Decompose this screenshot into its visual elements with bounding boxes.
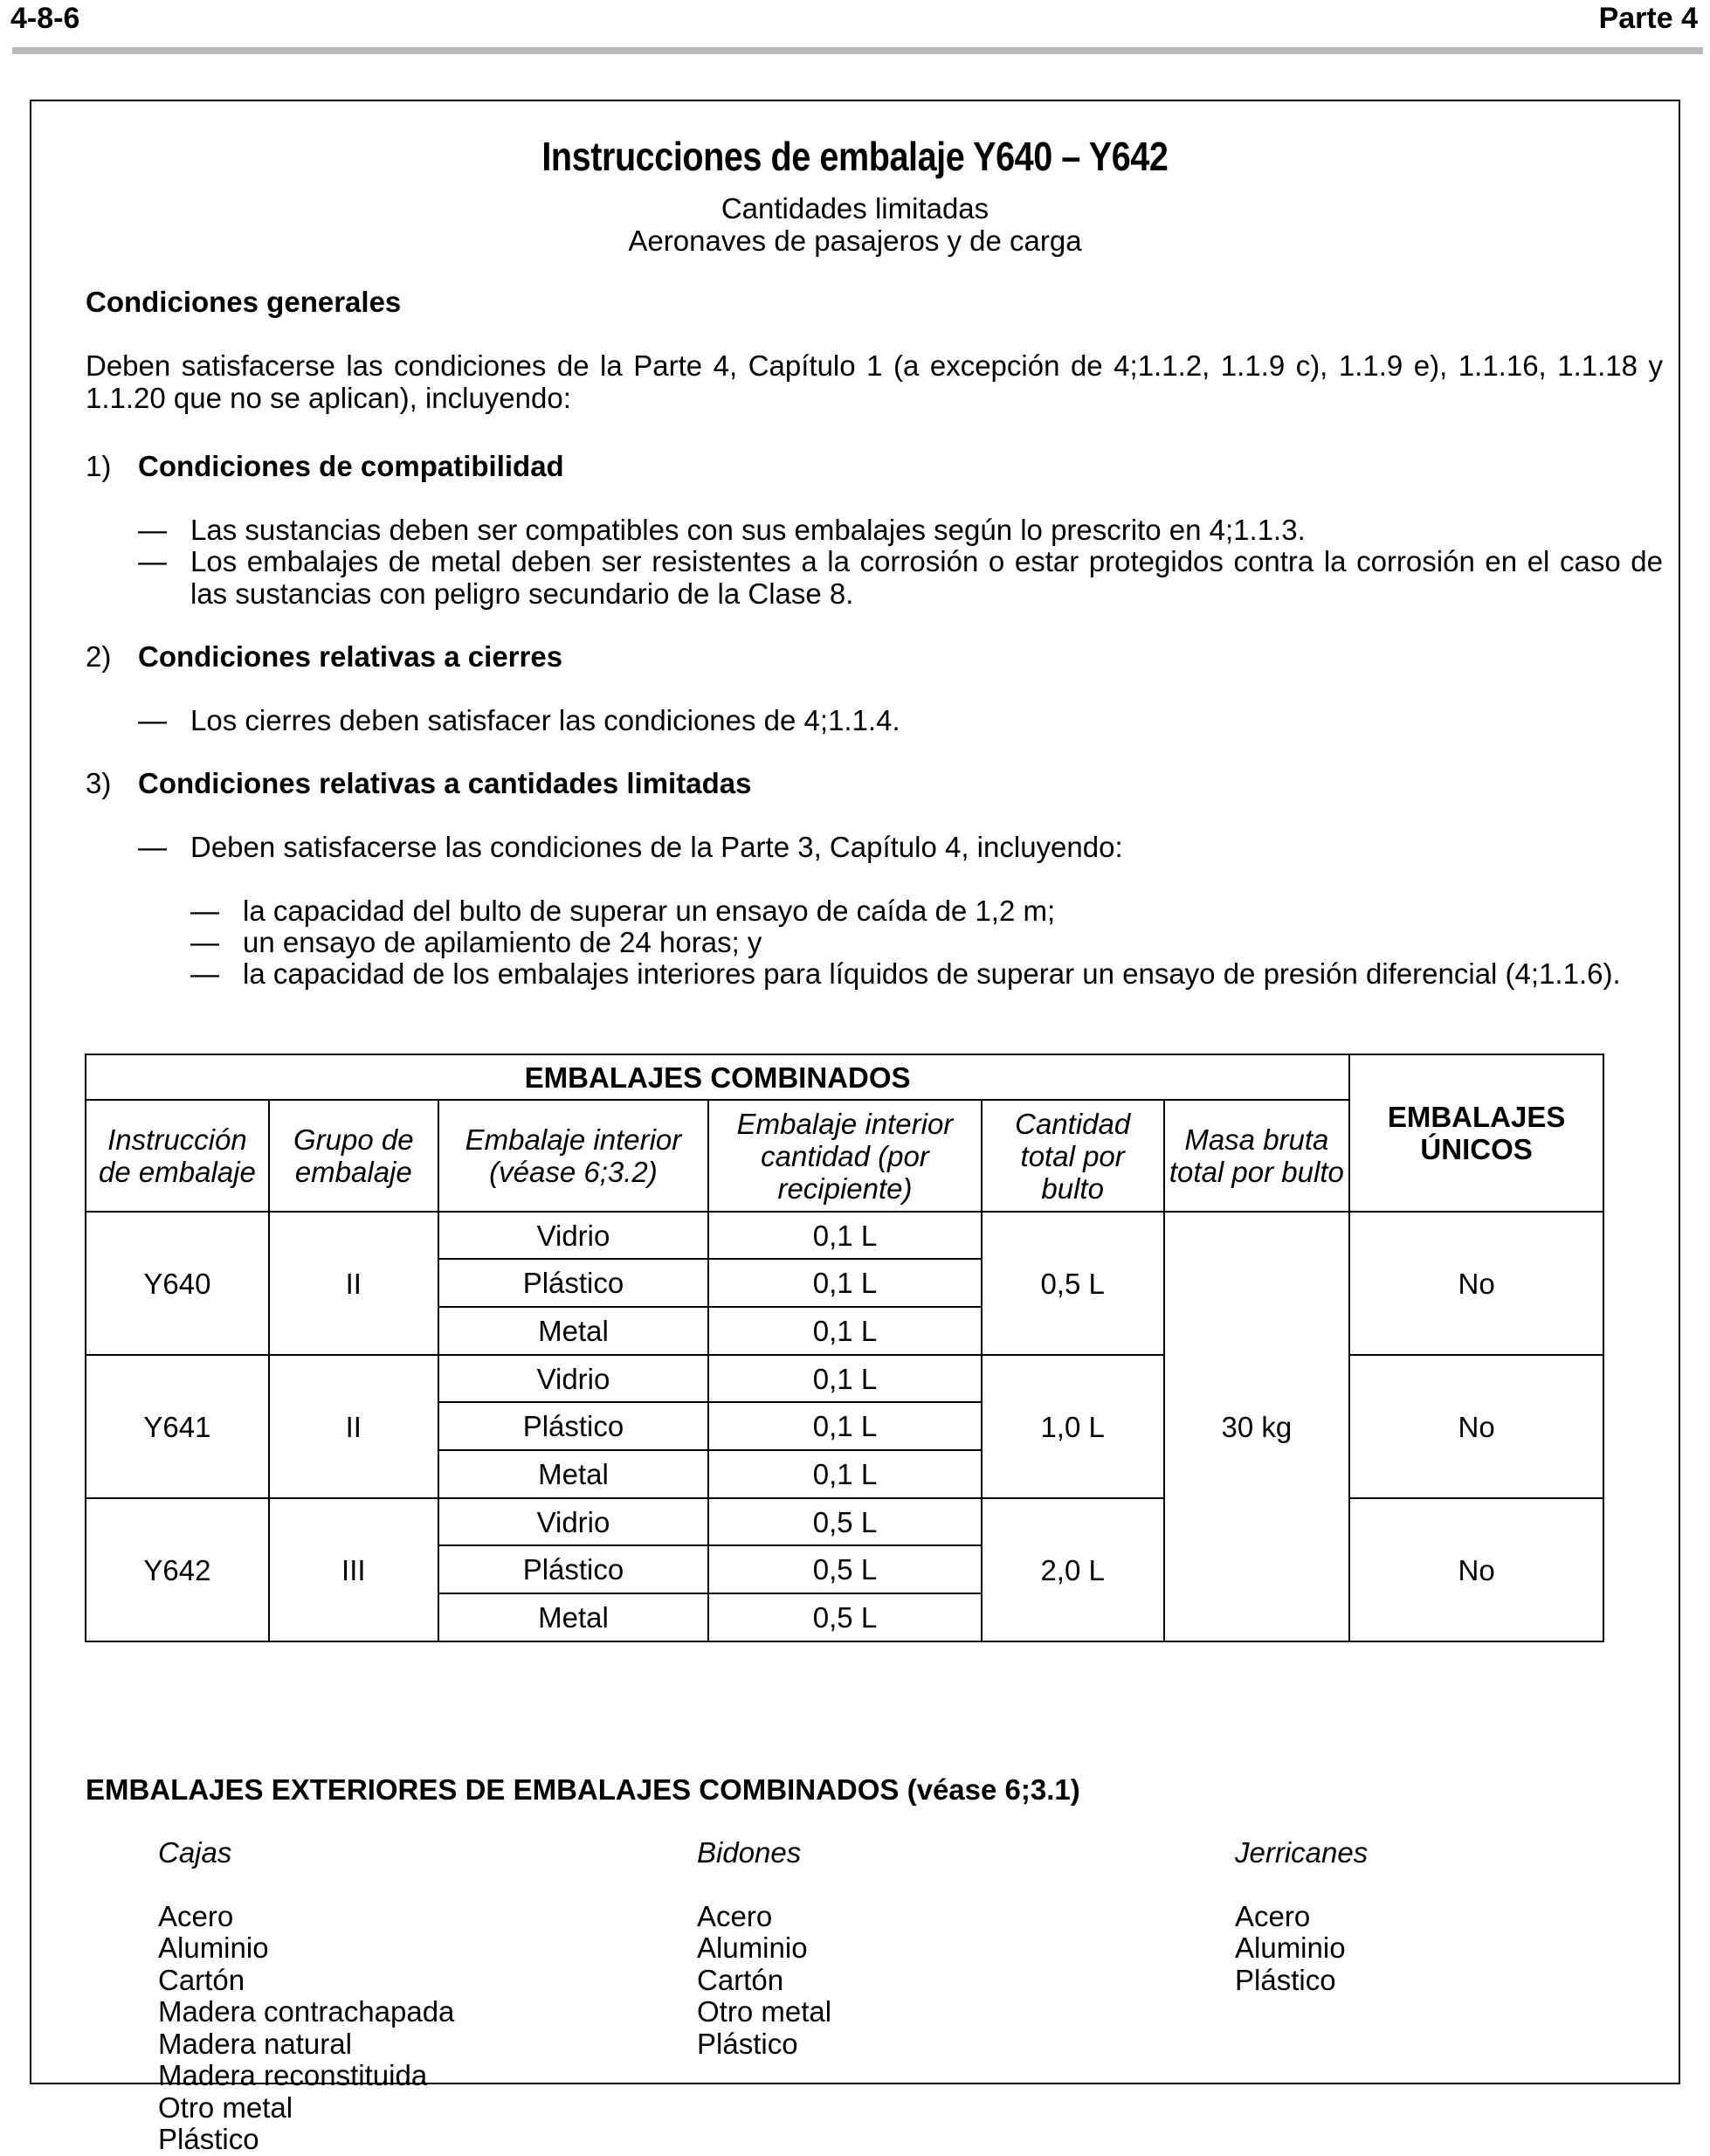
single-cell: No bbox=[1349, 1212, 1603, 1355]
table-row bbox=[86, 1212, 1603, 1259]
inner-material-cell: Plástico bbox=[438, 1259, 709, 1307]
combined-header: EMBALAJES COMBINADOS bbox=[86, 1054, 1349, 1100]
inner-qty-cell: 0,5 L bbox=[708, 1545, 982, 1593]
section-1-number: 1) bbox=[86, 450, 112, 482]
table-row bbox=[86, 1355, 1603, 1402]
outer-column-jerricans bbox=[1235, 1837, 1368, 1996]
list-item: Aluminio bbox=[1235, 1931, 1346, 1964]
list-item: Aluminio bbox=[158, 1931, 269, 1964]
outer-column-drums bbox=[697, 1837, 831, 2060]
section-1-heading: Condiciones de compatibilidad bbox=[138, 450, 564, 482]
section-3-item-1: Deben satisfacerse las condiciones de la Parte 3, Capítulo 4, incluyendo: bbox=[190, 831, 1123, 863]
section-1-item-2: Los embalajes de metal deben ser resistentes a la corrosión o estar protegidos contra la corrosión en el caso de las sustancias con peligro secundario de la Clase 8. bbox=[190, 545, 1663, 610]
group-cell: II bbox=[269, 1212, 438, 1355]
instr-header: Instrucción de embalaje bbox=[86, 1100, 269, 1212]
single-cell: No bbox=[1349, 1498, 1603, 1641]
page-header bbox=[7, 0, 1703, 40]
section-2-item-1: Los cierres deben satisfacer las condiciones de 4;1.1.4. bbox=[190, 704, 900, 736]
packing-table bbox=[85, 1054, 1604, 1642]
list-item: Aluminio bbox=[697, 1931, 808, 1964]
list-item: Acero bbox=[697, 1899, 773, 1932]
section-2-number: 2) bbox=[86, 640, 112, 673]
general-heading: Condiciones generales bbox=[86, 286, 402, 318]
section-1-item-1: Las sustancias deben ser compatibles con sus embalajes según lo prescrito en 4;1.1.3. bbox=[190, 514, 1306, 546]
section-3-heading: Condiciones relativas a cantidades limitadas bbox=[138, 767, 752, 799]
title-block bbox=[31, 133, 1679, 257]
instr-cell: Y641 bbox=[86, 1355, 269, 1498]
inner-qty-cell: 0,1 L bbox=[708, 1355, 982, 1402]
inner-material-cell: Vidrio bbox=[438, 1355, 709, 1402]
outer-column-title: Jerricanes bbox=[1235, 1836, 1369, 1869]
section-3-subitem-1: la capacidad del bulto de superar un ensayo de caída de 1,2 m; bbox=[243, 895, 1056, 927]
dash-marker: — bbox=[138, 514, 167, 546]
dash-marker: — bbox=[190, 895, 219, 927]
outer-column-boxes bbox=[158, 1837, 454, 2156]
total-qty-cell: 1,0 L bbox=[982, 1355, 1164, 1498]
page-number: 4-8-6 bbox=[10, 2, 80, 35]
list-item: Otro metal bbox=[158, 2090, 293, 2124]
dash-marker: — bbox=[138, 831, 167, 863]
list-item: Acero bbox=[158, 1899, 234, 1932]
section-3-subitem-3: la capacidad de los embalajes interiores para líquidos de superar un ensayo de presión diferencial (4;1.1.6). bbox=[243, 957, 1621, 990]
outer-heading: EMBALAJES EXTERIORES DE EMBALAJES COMBINADOS (véase 6;3.1) bbox=[86, 1773, 1080, 1806]
outer-column-title: Cajas bbox=[158, 1836, 232, 1869]
outer-column-title: Bidones bbox=[697, 1836, 802, 1869]
list-item: Cartón bbox=[158, 1963, 245, 1996]
section-3-number: 3) bbox=[86, 767, 112, 799]
list-item: Plástico bbox=[1235, 1963, 1336, 1996]
list-item: Madera contrachapada bbox=[158, 1995, 455, 2028]
section-2-heading: Condiciones relativas a cierres bbox=[138, 640, 563, 673]
list-item: Madera reconstituida bbox=[158, 2059, 428, 2091]
total-qty-cell: 0,5 L bbox=[982, 1212, 1164, 1355]
subtitle-aircraft: Aeronaves de pasajeros y de carga bbox=[628, 225, 1082, 257]
section-3-subitem-2: un ensayo de apilamiento de 24 horas; y bbox=[243, 926, 762, 958]
instruction-frame bbox=[30, 100, 1680, 2155]
inner-qty-cell: 0,1 L bbox=[708, 1307, 982, 1355]
list-item: Plástico bbox=[697, 2027, 798, 2060]
dash-marker: — bbox=[138, 704, 167, 736]
inner-qty-cell: 0,1 L bbox=[708, 1212, 982, 1259]
page-title: Instrucciones de embalaje Y640 – Y642 bbox=[541, 134, 1169, 179]
general-intro: Deben satisfacerse las condiciones de la Parte 4, Capítulo 1 (a excepción de 4;1.1.2, 1.1.9 c), 1.1.9 e), 1.1.16, 1.1.18 y 1.1.20 que no se aplican), incluyendo: bbox=[86, 349, 1663, 414]
instr-cell: Y642 bbox=[86, 1498, 269, 1641]
inner-material-cell: Vidrio bbox=[438, 1212, 709, 1259]
inner-material-cell: Metal bbox=[438, 1593, 709, 1641]
instr-cell: Y640 bbox=[86, 1212, 269, 1355]
inner-qty-cell: 0,5 L bbox=[708, 1593, 982, 1641]
inner-material-cell: Metal bbox=[438, 1307, 709, 1355]
inner-qty-cell: 0,5 L bbox=[708, 1498, 982, 1545]
inner-material-cell: Plástico bbox=[438, 1402, 709, 1450]
inner-material-cell: Metal bbox=[438, 1450, 709, 1498]
list-item: Acero bbox=[1235, 1899, 1311, 1932]
inner-qty-cell: 0,1 L bbox=[708, 1450, 982, 1498]
single-cell: No bbox=[1349, 1355, 1603, 1498]
subtitle-quantities: Cantidades limitadas bbox=[721, 192, 989, 225]
dash-marker: — bbox=[138, 545, 167, 577]
group-header: Grupo de embalaje bbox=[269, 1100, 438, 1212]
gross-mass-header: Masa bruta total por bulto bbox=[1164, 1100, 1350, 1212]
inner-header: Embalaje interior (véase 6;3.2) bbox=[438, 1100, 709, 1212]
inner-qty-header: Embalaje interior cantidad (por recipiente) bbox=[708, 1100, 982, 1212]
inner-material-cell: Vidrio bbox=[438, 1498, 709, 1545]
list-item: Madera natural bbox=[158, 2027, 352, 2060]
gross-mass-cell: 30 kg bbox=[1164, 1212, 1350, 1641]
group-cell: III bbox=[269, 1498, 438, 1641]
dash-marker: — bbox=[190, 926, 219, 958]
list-item: Otro metal bbox=[697, 1995, 832, 2028]
dash-marker: — bbox=[190, 957, 219, 990]
inner-qty-cell: 0,1 L bbox=[708, 1402, 982, 1450]
part-label: Parte 4 bbox=[1598, 2, 1698, 35]
list-item: Plástico bbox=[158, 2123, 259, 2155]
list-item: Cartón bbox=[697, 1963, 784, 1996]
inner-material-cell: Plástico bbox=[438, 1545, 709, 1593]
total-qty-cell: 2,0 L bbox=[982, 1498, 1164, 1641]
inner-qty-cell: 0,1 L bbox=[708, 1259, 982, 1307]
header-rule bbox=[12, 47, 1703, 54]
table-row bbox=[86, 1498, 1603, 1545]
group-cell: II bbox=[269, 1355, 438, 1498]
total-qty-header: Cantidad total por bulto bbox=[982, 1100, 1164, 1212]
single-header: EMBALAJES ÚNICOS bbox=[1349, 1054, 1603, 1212]
